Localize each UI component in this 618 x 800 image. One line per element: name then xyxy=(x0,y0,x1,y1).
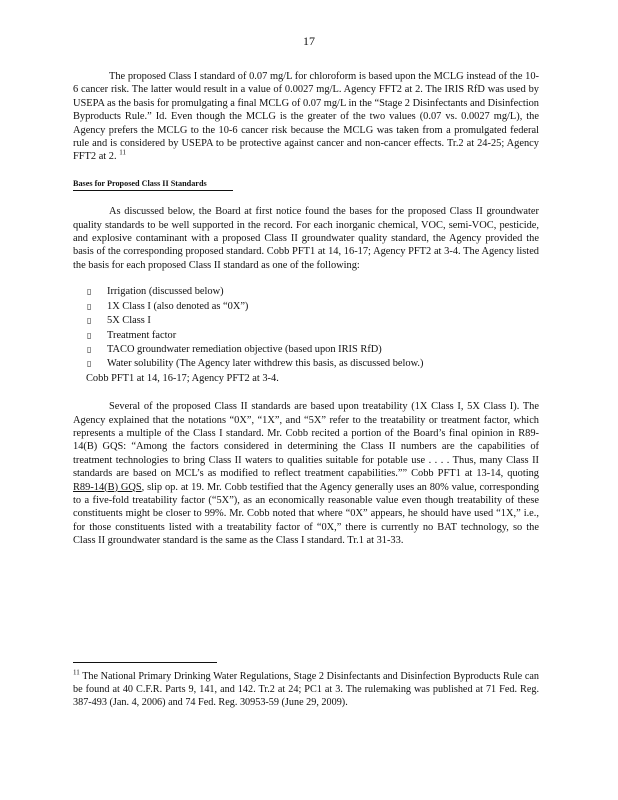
footnote-text: The National Primary Drinking Water Regulations, Stage 2 Disinfectants and Disinfection Byproducts Rule can be found at 40 C.F.R. Parts 9, 141, and 142. Tr.2 at 24; PC1 at 3. The rulemaking was published at 71 Fed. Reg. 387-493 (Jan. 4, 2006) and 74 Fed. Reg. 30953-59 (June 29, 2009). xyxy=(73,671,539,708)
bases-list xyxy=(73,285,539,371)
page-number: 17 xyxy=(303,34,315,48)
case-citation-link[interactable]: R89-14(B) GQS xyxy=(73,481,142,493)
paragraph-treatability-text-1: Several of the proposed Class II standards are based upon treatability (1X Class I, 5X Class I). The Agency explained that the notations “0X”, “1X”, and “5X” refer to the treatability or treatment factor, which represents a multiple of the Class I standard. Mr. Cobb recited a portion of the Board’s final opinion in R89-14(B) GQS: “Among the factors considered in determining the Class II numbers are the capabilities of treatment technologies to bring Class II waters to qualities suitable for potable use . . . . Thus, many Class II standards are based on MCL’s as modified to reflect treatment capabilities.”” Cobb PFT1 at 13-14, quoting xyxy=(73,401,539,480)
list-item: ▯ 5X Class I xyxy=(87,314,539,328)
paragraph-chloroform xyxy=(73,70,539,164)
page-body xyxy=(73,70,539,561)
paragraph-bases-intro: As discussed below, the Board at first notice found the bases for the proposed Class II groundwater quality standards to be well supported in the record. For each inorganic chemical, VOC, semi-VOC, pesticide, and explosive contaminant with a proposed Class II groundwater quality standard, the Agency provided the basis of the corresponding proposed standard. Cobb PFT1 at 14, 16-17; Agency PFT2 at 3-4. The Agency listed the basis for each proposed Class II standard as one of the following: xyxy=(73,206,539,271)
list-item: ▯ Treatment factor xyxy=(87,329,539,343)
footnote-ref-11[interactable]: 11 xyxy=(119,148,126,157)
bases-citation: Cobb PFT1 at 14, 16-17; Agency PFT2 at 3-4. xyxy=(86,372,279,384)
section-heading xyxy=(73,177,539,191)
footnote-11 xyxy=(73,670,539,709)
list-item: ▯ TACO groundwater remediation objective (based upon IRIS RfD) xyxy=(87,343,539,357)
list-item: ▯ Water solubility (The Agency later withdrew this basis, as discussed below.) xyxy=(87,357,539,371)
list-item: ▯ Irrigation (discussed below) xyxy=(87,285,539,299)
paragraph-treatability xyxy=(73,400,539,547)
paragraph-chloroform-text: The proposed Class I standard of 0.07 mg/L for chloroform is based upon the MCLG instead of the 10-6 cancer risk. The latter would result in a value of 0.0027 mg/L. Agency FFT2 at 2. The IRIS RfD was used by USEPA as the basis for promulgating a final MCLG of 0.07 mg/L in the “Stage 2 Disinfectants and Disinfection Byproducts Rule.” Id. Even though the MCLG is the greater of the two values (0.07 vs. 0.0027 mg/L), the Agency prefers the MCLG to the 10-6 cancer risk because the MCLG was taken from a promulgated federal rule and is considered by USEPA to be protective against cancer and non-cancer effects. Tr.2 at 24-25; Agency FFT2 at 2. xyxy=(73,71,539,163)
section-heading-text: Bases for Proposed Class II Standards xyxy=(73,177,233,191)
footnote-number: 11 xyxy=(73,668,80,677)
list-item: ▯ 1X Class I (also denoted as “0X”) xyxy=(87,300,539,314)
paragraph-treatability-text-2: , slip op. at 19. Mr. Cobb testified that the Agency generally uses an 80% value, corresponding to a five-fold treatability factor (“5X”), as an economically reasonable value even though treatability of these constituents might be closer to 99%. Mr. Cobb noted that where “0X” appears, he should have used “1X,” i.e., for those constituents listed with a treatability factor of “0X,” there is currently no BAT technology, so the Class II groundwater standard is the same as the Class I standard. Tr.1 at 31-33. xyxy=(73,481,539,547)
footnote-divider xyxy=(73,662,217,663)
